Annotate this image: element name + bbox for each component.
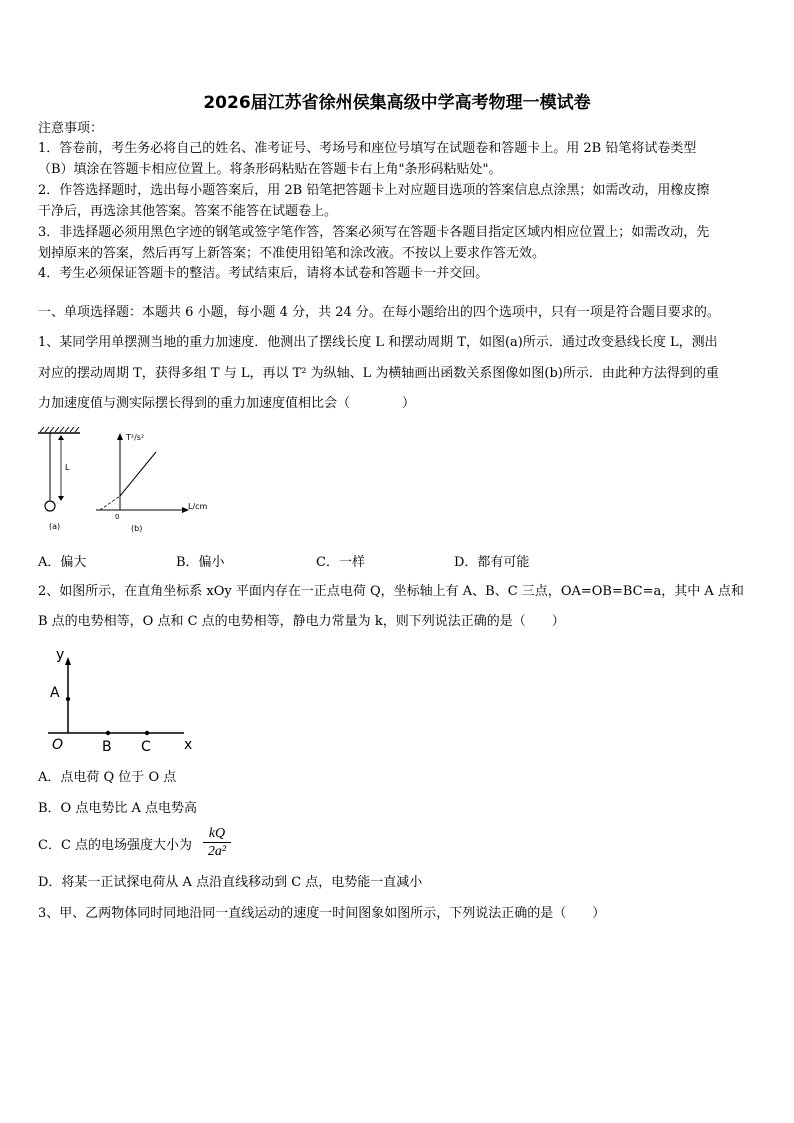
notice-line: 4．考生必须保证答题卡的整洁。考试结束后，请将本试卷和答题卡一并交回。	[38, 266, 489, 281]
question-1-text: 力加速度值与测实际摆长得到的重力加速度值相比会（ ）	[38, 396, 416, 411]
q2-option-d: D．将某一正试探电荷从 A 点沿直线移动到 C 点，电势能一直减小	[38, 875, 423, 890]
x-label: x	[184, 737, 193, 753]
page-title: 2026届江苏省徐州侯集高级中学高考物理一模试卷	[203, 93, 591, 113]
q2-option-a: A．点电荷 Q 位于 O 点	[38, 770, 177, 785]
notice-line: 2．作答选择题时，选出每小题答案后，用 2B 铅笔把答题卡上对应题目选项的答案信息点涂黑；如需改动，用橡皮擦	[38, 183, 710, 198]
notice-heading: 注意事项：	[38, 121, 104, 136]
point-o-label: O	[52, 737, 64, 753]
origin-label: 0	[115, 513, 120, 521]
x-axis-label: L/cm	[188, 502, 208, 511]
field-strength-fraction	[203, 826, 231, 859]
q1-option-d: D．都有可能	[454, 555, 530, 570]
fraction-numerator: kQ	[208, 826, 226, 841]
figure-a-label: (a)	[49, 522, 61, 531]
t2-l-graph-b	[84, 428, 214, 536]
notice-line: 划掉原来的答案，然后再写上新答案；不准使用铅笔和涂改液。不按以上要求作答无效。	[38, 246, 546, 261]
question-1-text: 对应的摆动周期 T，获得多组 T 与 L，再以 T² 为纵轴、L 为横轴画出函数关系图像如图(b)所示．由此种方法得到的重	[38, 366, 719, 381]
point-b-label: B	[102, 739, 112, 755]
section-heading: 一、单项选择题：本题共 6 小题，每小题 4 分，共 24 分。在每小题给出的四个选项中，只有一项是符合题目要求的。	[38, 305, 720, 320]
q1-option-a: A．偏大	[38, 555, 87, 570]
q2-option-c: C．C 点的电场强度大小为	[38, 838, 193, 853]
question-3-text: 3、甲、乙两物体同时同地沿同一直线运动的速度一时间图象如图所示，下列说法正确的是（ ）	[38, 906, 606, 921]
question-2-text: 2、如图所示，在直角坐标系 xOy 平面内存在一正点电荷 Q，坐标轴上有 A、B、C 三点，OA=OB=BC=a，其中 A 点和	[38, 584, 744, 599]
y-axis-label: T²/s²	[126, 433, 145, 442]
notice-line: 1．答卷前，考生务必将自己的姓名、准考证号、考场号和座位号填写在试题卷和答题卡上。用 2B 铅笔将试卷类型	[38, 141, 697, 156]
length-label: L	[65, 463, 70, 472]
q1-option-b: B．偏小	[176, 555, 225, 570]
y-label: y	[56, 647, 65, 663]
question-1-text: 1、某同学用单摆测当地的重力加速度．他测出了摆线长度 L 和摆动周期 T，如图(a)所示．通过改变悬线长度 L，测出	[38, 335, 718, 350]
notice-line: （B）填涂在答题卡相应位置上。将条形码粘贴在答题卡右上角"条形码粘贴处"。	[38, 162, 502, 177]
coordinate-figure	[44, 643, 204, 755]
fraction-denominator: 2a²	[207, 844, 227, 859]
notice-line: 3．非选择题必须用黑色字迹的钢笔或签字笔作答，答案必须写在答题卡各题目指定区域内相应位置上；如需改动，先	[38, 225, 710, 240]
q2-option-b: B．O 点电势比 A 点电势高	[38, 801, 197, 816]
notice-line: 干净后，再选涂其他答案。答案不能答在试题卷上。	[38, 204, 338, 219]
point-c-label: C	[141, 739, 151, 755]
figure-b-label: (b)	[131, 524, 143, 533]
point-a-label: A	[50, 685, 60, 701]
q1-option-c: C．一样	[316, 555, 365, 570]
question-2-text: B 点的电势相等，O 点和 C 点的电势相等，静电力常量为 k，则下列说法正确的是（ ）	[38, 614, 565, 629]
